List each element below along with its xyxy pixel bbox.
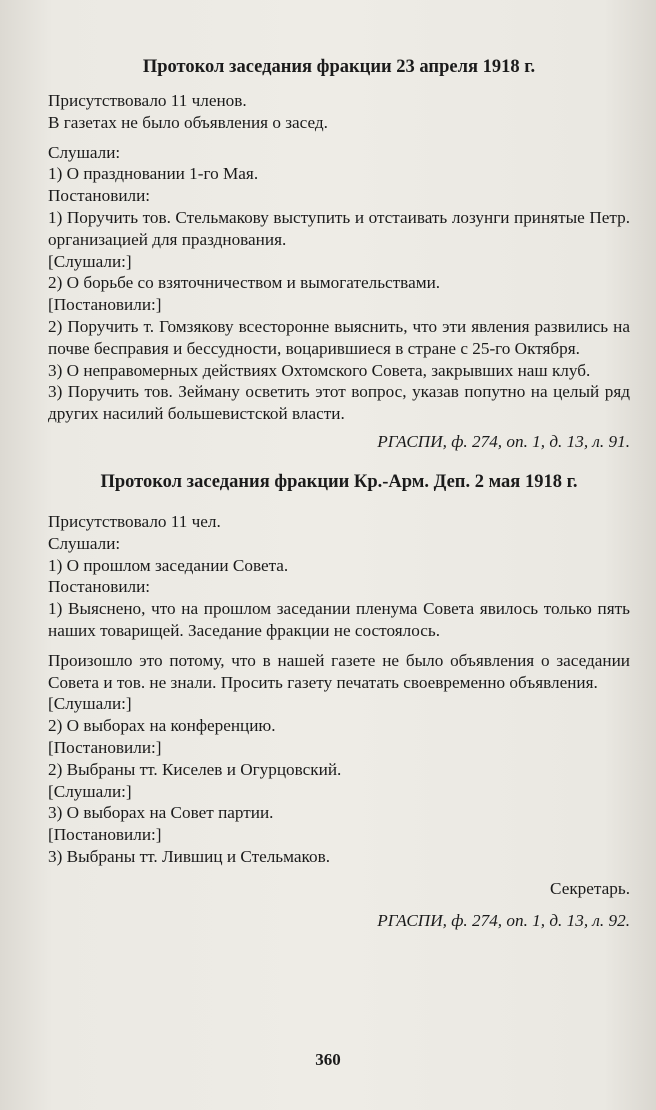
protocol-2-line: 1) О прошлом заседании Совета. bbox=[48, 555, 289, 575]
protocol-2-line: 3) Выбраны тт. Лившиц и Стельмаков. bbox=[48, 846, 331, 866]
protocol-1-line: 2) О борьбе со взяточничеством и вымогательствами. bbox=[48, 273, 441, 293]
protocol-2-line: Постановили: bbox=[48, 577, 151, 597]
protocol-2-archive-reference: РГАСПИ, ф. 274, оп. 1, д. 13, л. 92. bbox=[377, 910, 630, 930]
protocol-2-line: 1) Выяснено, что на прошлом заседании пленума Совета явилось только пять наших товарищей. Заседание фракции не состоялось. bbox=[48, 599, 630, 640]
protocol-2-line: Присутствовало 11 чел. bbox=[48, 511, 221, 531]
secretary-signature: Секретарь. bbox=[550, 878, 630, 898]
protocol-1-line: 1) О праздновании 1-го Мая. bbox=[48, 164, 259, 184]
protocol-2-title: Протокол заседания фракции Кр.-Арм. Деп. 2 мая 1918 г. bbox=[100, 471, 578, 492]
page-number: 360 bbox=[315, 1050, 341, 1069]
protocol-2-line: 2) Выбраны тт. Киселев и Огурцовский. bbox=[48, 759, 342, 779]
protocol-1-line: Присутствовало 11 членов. bbox=[48, 91, 247, 110]
protocol-1-archive-reference: РГАСПИ, ф. 274, оп. 1, д. 13, л. 91. bbox=[377, 431, 630, 451]
protocol-1-line: Постановили: bbox=[48, 186, 151, 206]
protocol-2-line: 2) О выборах на конференцию. bbox=[48, 716, 276, 736]
protocol-1-line: Слушали: bbox=[48, 142, 121, 162]
protocol-2-line: 3) О выборах на Совет партии. bbox=[48, 803, 274, 823]
protocol-1-line: В газетах не было объявления о засед. bbox=[48, 112, 328, 132]
protocol-2-line: [Постановили:] bbox=[48, 825, 162, 845]
document-content bbox=[48, 52, 630, 932]
protocol-1-line: [Постановили:] bbox=[48, 295, 162, 315]
protocol-1-line: 3) О неправомерных действиях Охтомского Совета, закрывших наш клуб. bbox=[48, 360, 591, 380]
protocol-1-line: 1) Поручить тов. Стельмакову выступить и отстаивать лозунги принятые Петр. организацией для празднования. bbox=[48, 207, 630, 249]
protocol-2-line: [Постановили:] bbox=[48, 737, 162, 757]
protocol-2-line: [Слушали:] bbox=[48, 781, 132, 801]
protocol-2-line: Слушали: bbox=[48, 533, 121, 553]
protocol-1-line: 3) Поручить тов. Зейману осветить этот вопрос, указав попутно на целый ряд других насилий большевистской власти. bbox=[48, 382, 630, 424]
protocol-1-line: 2) Поручить т. Гомзякову всесторонне выяснить, что эти явления развились на почве бесправия и бессудности, воцарившиеся в стране с 25-го Октября. bbox=[48, 316, 630, 358]
protocol-2-line: [Слушали:] bbox=[48, 694, 132, 714]
protocol-2-line: Произошло это потому, что в нашей газете не было объявления о заседании Совета и тов. не знали. Просить газету печатать своевременно объявления. bbox=[48, 650, 630, 692]
protocol-1-title: Протокол заседания фракции 23 апреля 1918 г. bbox=[142, 57, 536, 77]
protocol-1-line: [Слушали:] bbox=[48, 251, 132, 271]
